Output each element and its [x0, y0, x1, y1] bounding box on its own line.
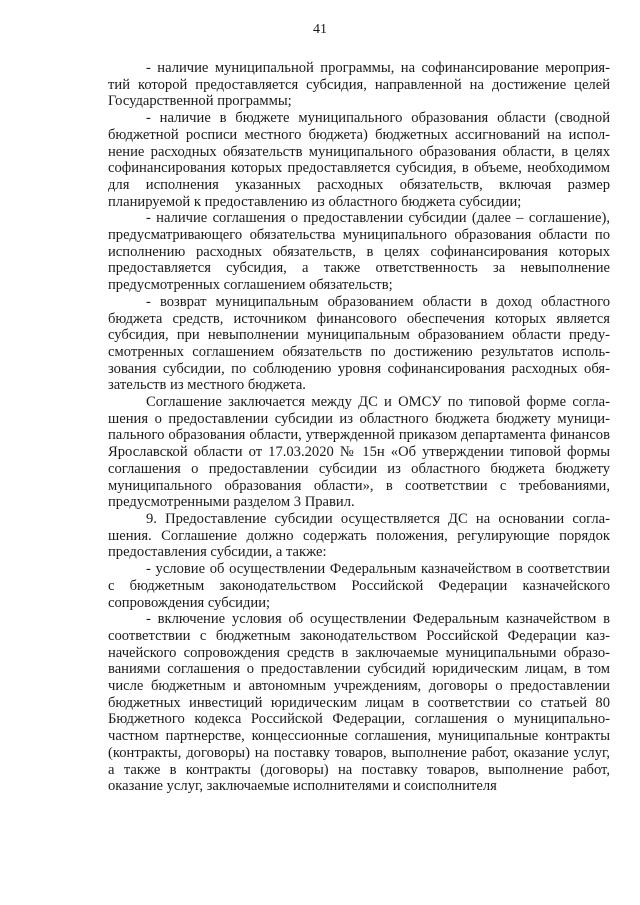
paragraph-refund: - возврат муниципальным образованием области в доход областного бюджета средств, источником финансового обеспечения которых является субсидия, при невыполнении муниципальным образованием области предусмотренных соглашением обязательств по достижению результатов использования субсидии, по соблюдению уровня софинансирования расходных обязательств из местного бюджета. [108, 293, 610, 394]
page-number: 41 [313, 22, 327, 37]
paragraph-item-9: 9. Предоставление субсидии осуществляется ДС на основании соглашения. Соглашение должно содержать положения, регулирующие порядок предоставления субсидии, а также: [108, 510, 610, 561]
paragraph-agreement-form: Соглашение заключается между ДС и ОМСУ по типовой форме соглашения о предоставлении субсидии из областного бюджета бюджету муниципального образования области, утвержденной приказом департамента финансов Ярославской области от 17.03.2020 № 15н «Об утверждении типовой формы соглашения о предоставлении субсидии из областного бюджета бюджету муниципального образования области», в соответствии с требованиями, предусмотренными разделом 3 Правил. [108, 394, 610, 511]
paragraph-treasury-condition: - условие об осуществлении Федеральным казначейством в соответствии с бюджетным законодательством Российской Федерации казначейского сопровождения субсидии; [108, 561, 610, 611]
paragraph-treasury-inclusion: - включение условия об осуществлении Федеральным казначейством в соответствии с бюджетным законодательством Российской Федерации казначейского сопровождения средств в заключаемые муниципальными образованиями соглашения о предоставлении субсидий юридическим лицам, в том числе бюджетным и автономным учреждениям, договоры о предоставлении бюджетных инвестиций юридическим лицам в соответствии со статьей 80 Бюджетного кодекса Российской Федерации, соглашения о муниципально-частном партнерстве, концессионные соглашения, муниципальные контракты (контракты, договоры) на поставку товаров, выполнение работ, оказание услуг, а также в контракты (договоры) на поставку товаров, выполнение работ, оказание услуг, заключаемые исполнителями и соисполнителя [108, 611, 610, 795]
paragraph-budget-allocations: - наличие в бюджете муниципального образования области (сводной бюджетной росписи местного бюджета) бюджетных ассигнований на исполнение расходных обязательств муниципального образования области, в целях софинансирования которых предоставляется субсидия, в объеме, необходимом для исполнения указанных расходных обязательств, включая размер планируемой к предоставлению из областного бюджета субсидии; [108, 110, 610, 210]
document-body [108, 60, 610, 795]
paragraph-agreement: - наличие соглашения о предоставлении субсидии (далее – соглашение), предусматривающего обязательства муниципального образования области по исполнению расходных обязательств, в целях софинансирования которых предоставляется субсидия, а также ответственность за невыполнение предусмотренных соглашением обязательств; [108, 210, 610, 294]
paragraph-program: - наличие муниципальной программы, на софинансирование мероприятий которой предоставляется субсидия, направленной на достижение целей Государственной программы; [108, 60, 610, 110]
